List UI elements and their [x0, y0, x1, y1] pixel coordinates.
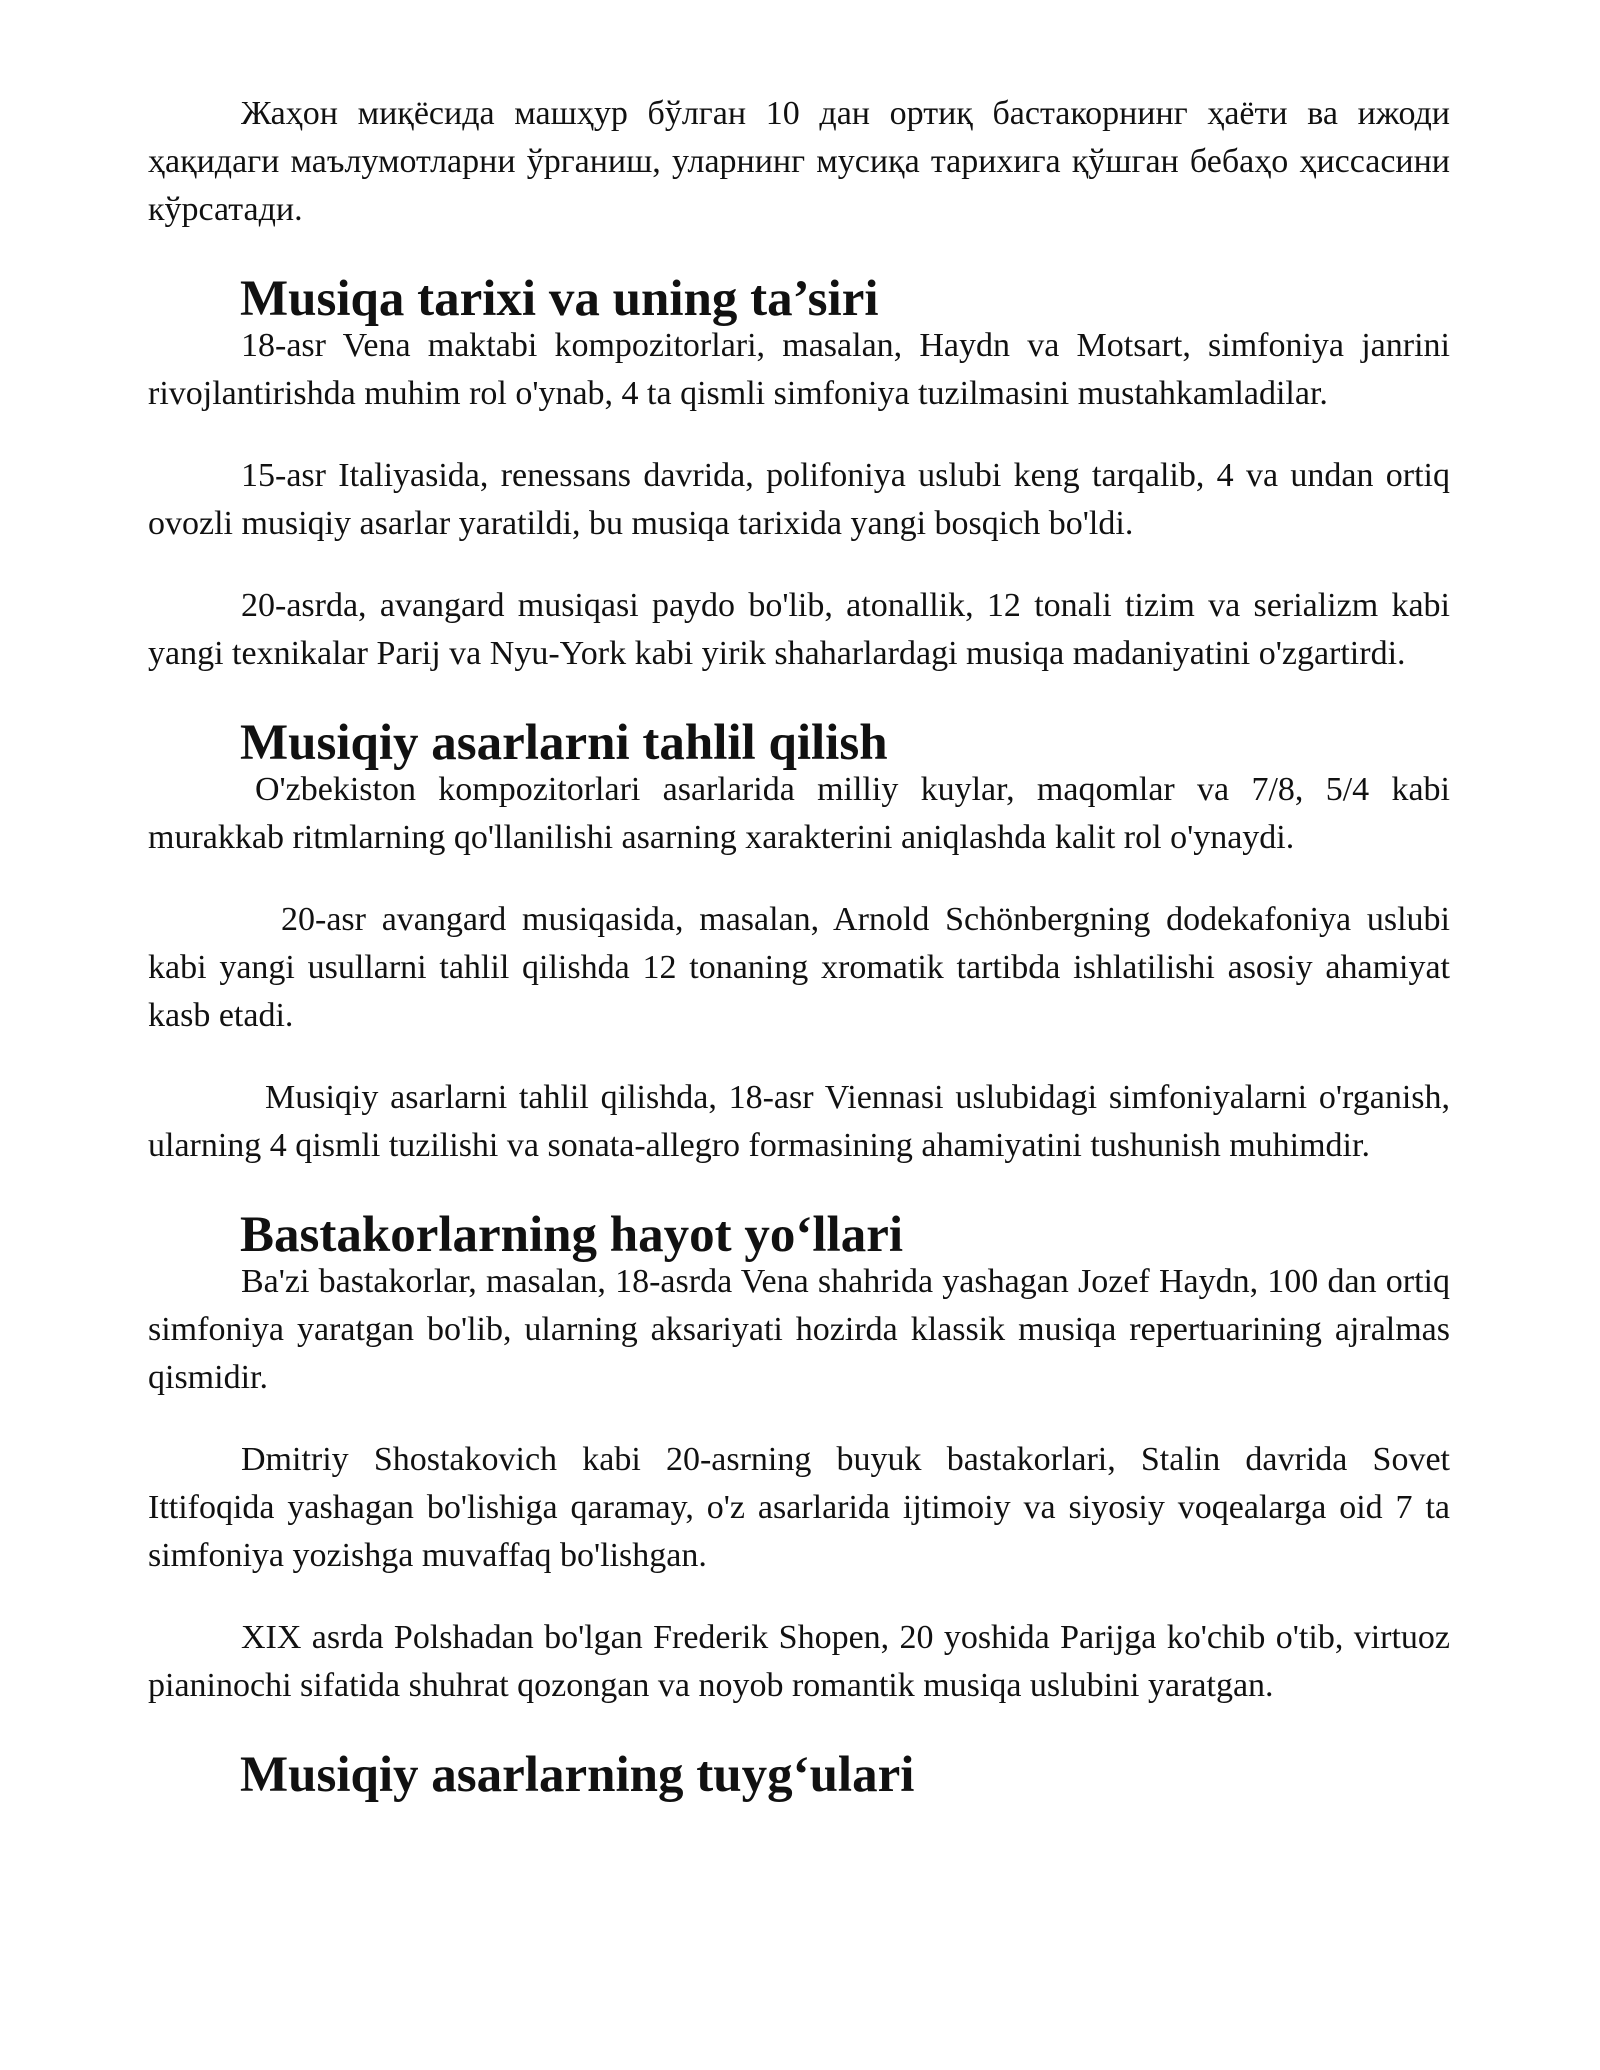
document-page — [148, 90, 1450, 1803]
body-paragraph: 20-asrda, avangard musiqasi paydo bo'lib, atonallik, 12 tonali tizim va serializm kabi yangi texnikalar Parij va Nyu-York kabi yirik shaharlardagi musiqa madaniyatini o'zgartirdi. — [148, 587, 1450, 672]
intro-paragraph: Жаҳон миқёсида машҳур бўлган 10 дан ортиқ бастакорнинг ҳаёти ва ижоди ҳақидаги маълумотларни ўрганиш, уларнинг мусиқа тарихига қўшган бебаҳо ҳиссасини кўрсатади. — [148, 95, 1450, 228]
body-paragraph: Musiqiy asarlarni tahlil qilishda, 18-asr Viennasi uslubidagi simfoniyalarni o'rganish, ularning 4 qismli tuzilishi va sonata-allegro formasining ahamiyatini tushunish muhimdir. — [148, 1079, 1450, 1164]
body-paragraph: Ba'zi bastakorlar, masalan, 18-asrda Vena shahrida yashagan Jozef Haydn, 100 dan ortiq simfoniya yaratgan bo'lib, ularning aksariyati hozirda klassik musiqa repertuarining ajralmas qismidir. — [148, 1263, 1450, 1396]
section-heading-music-analysis: Musiqiy asarlarni tahlil qilish — [240, 715, 888, 771]
body-paragraph: 18-asr Vena maktabi kompozitorlari, masalan, Haydn va Motsart, simfoniya janrini rivojlantirishda muhim rol o'ynab, 4 ta qismli simfoniya tuzilmasini mustahkamladilar. — [148, 327, 1450, 412]
body-paragraph: XIX asrda Polshadan bo'lgan Frederik Shopen, 20 yoshida Parijga ko'chib o'tib, virtuoz pianinochi sifatida shuhrat qozongan va noyob romantik musiqa uslubini yaratgan. — [148, 1619, 1450, 1704]
body-paragraph: Dmitriy Shostakovich kabi 20-asrning buyuk bastakorlari, Stalin davrida Sovet Ittifoqida yashagan bo'lishiga qaramay, o'z asarlarida ijtimoiy va siyosiy voqealarga oid 7 ta simfoniya yozishga muvaffaq bo'lishgan. — [148, 1441, 1450, 1574]
section-heading-music-emotions: Musiqiy asarlarning tuygʻulari — [240, 1747, 915, 1803]
body-paragraph: 15-asr Italiyasida, renessans davrida, polifoniya uslubi keng tarqalib, 4 va undan ortiq ovozli musiqiy asarlar yaratildi, bu musiqa tarixida yangi bosqich bo'ldi. — [148, 457, 1450, 542]
body-paragraph: O'zbekiston kompozitorlari asarlarida milliy kuylar, maqomlar va 7/8, 5/4 kabi murakkab ritmlarning qo'llanilishi asarning xarakterini aniqlashda kalit rol o'ynaydi. — [148, 771, 1450, 856]
section-heading-composer-lives: Bastakorlarning hayot yoʻllari — [240, 1207, 904, 1263]
body-paragraph: 20-asr avangard musiqasida, masalan, Arnold Schönbergning dodekafoniya uslubi kabi yangi usullarni tahlil qilishda 12 tonaning xromatik tartibda ishlatilishi asosiy ahamiyat kasb etadi. — [148, 901, 1450, 1034]
section-heading-music-history: Musiqa tarixi va uning ta’siri — [240, 271, 879, 327]
